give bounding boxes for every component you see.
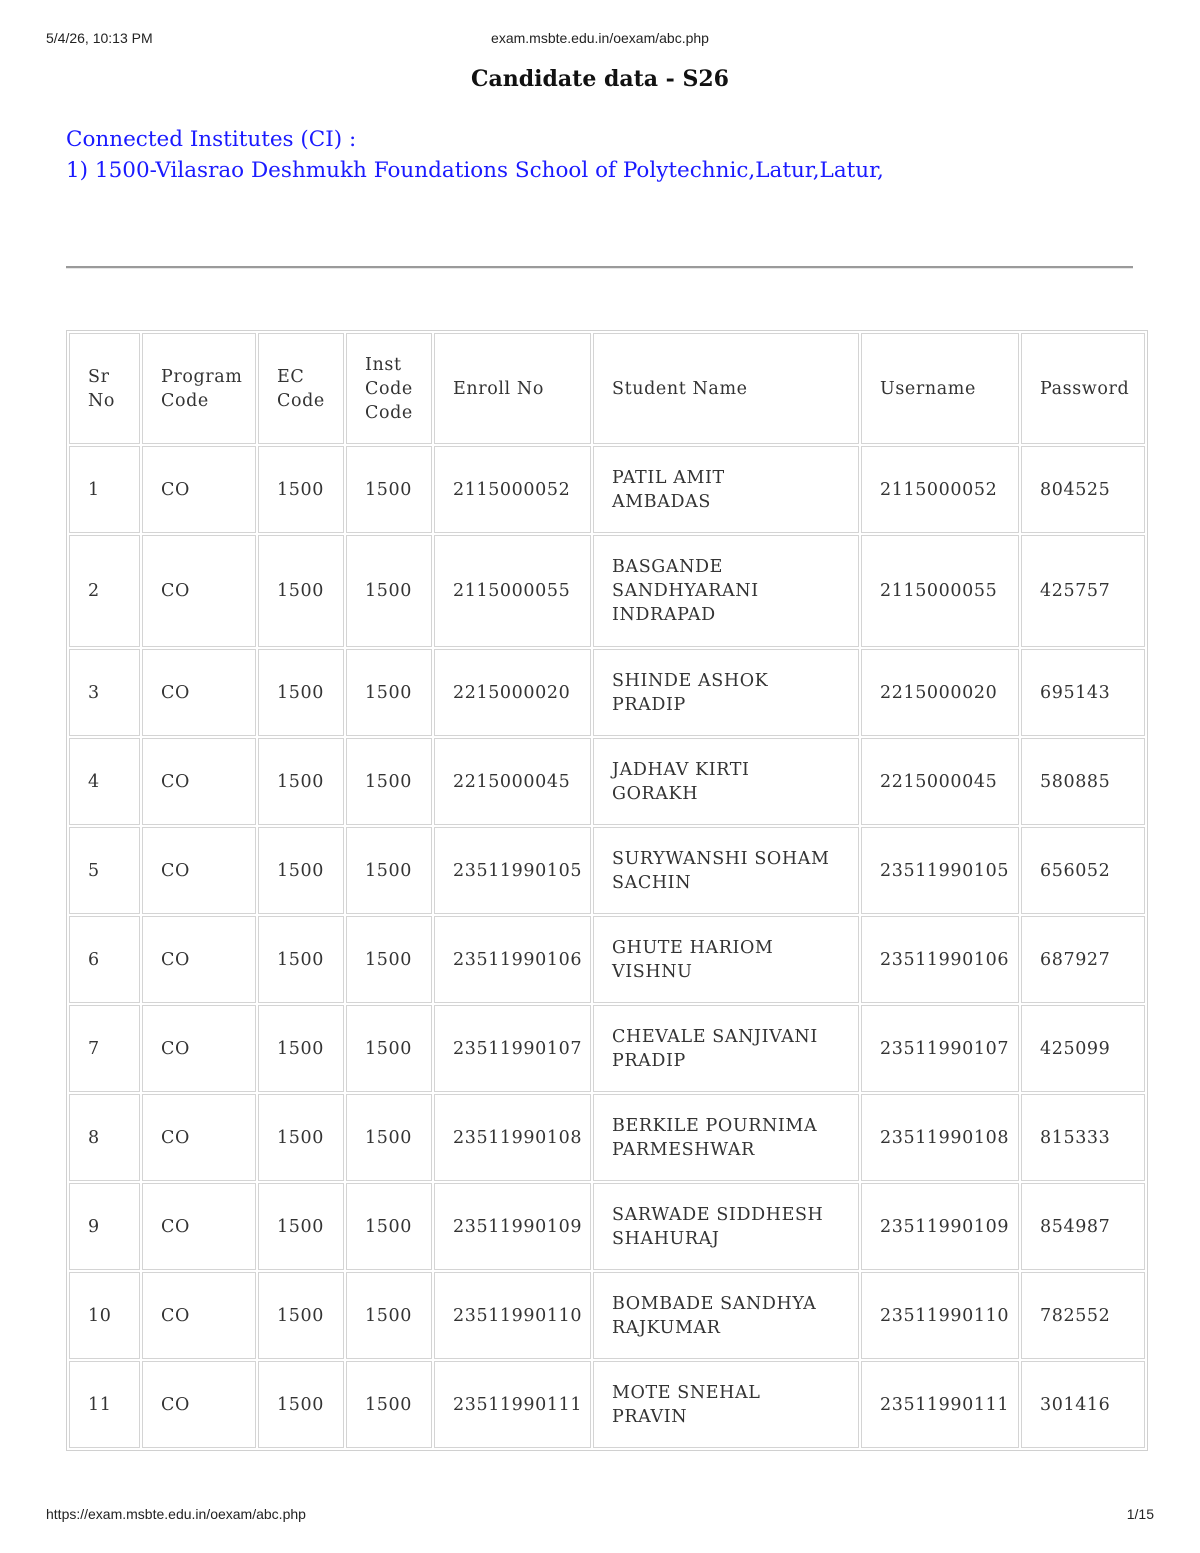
ci-item: 1) 1500-Vilasrao Deshmukh Foundations School of Polytechnic,Latur,Latur, [66, 158, 884, 183]
cell-name [593, 916, 859, 1003]
cell-ec: 1500 [258, 1361, 344, 1448]
cell-sr: 3 [69, 649, 140, 736]
cell-name [593, 1005, 859, 1092]
candidate-table [66, 330, 1148, 1451]
cell-line: SHAHURAJ [612, 1228, 720, 1249]
cell-ec: 1500 [258, 916, 344, 1003]
cell-sr: 8 [69, 1094, 140, 1181]
cell-program: CO [142, 916, 256, 1003]
cell-enroll: 23511990105 [434, 827, 591, 914]
cell-line: SARWADE SIDDHESH [612, 1204, 824, 1225]
cell-line: CHEVALE SANJIVANI [612, 1026, 818, 1047]
table-row [69, 827, 1145, 914]
cell-program: CO [142, 827, 256, 914]
table-row [69, 738, 1145, 825]
cell-sr: 10 [69, 1272, 140, 1359]
cell-line: MOTE SNEHAL [612, 1382, 761, 1403]
cell-line: GHUTE HARIOM [612, 937, 774, 958]
cell-inst: 1500 [346, 1361, 432, 1448]
table-row [69, 1094, 1145, 1181]
cell-inst: 1500 [346, 1094, 432, 1181]
column-header-line: Code [277, 390, 325, 411]
cell-inst: 1500 [346, 446, 432, 533]
horizontal-rule [66, 266, 1133, 269]
table-row [69, 446, 1145, 533]
cell-line: RAJKUMAR [612, 1317, 721, 1338]
cell-password: 425099 [1021, 1005, 1145, 1092]
cell-enroll: 23511990109 [434, 1183, 591, 1270]
cell-inst: 1500 [346, 1183, 432, 1270]
ci-heading: Connected Institutes (CI) : [66, 127, 357, 152]
column-header-line: Code [365, 402, 413, 423]
cell-password: 580885 [1021, 738, 1145, 825]
cell-username: 23511990105 [861, 827, 1019, 914]
cell-enroll: 23511990111 [434, 1361, 591, 1448]
table-header-row [69, 333, 1145, 444]
cell-name [593, 649, 859, 736]
cell-ec: 1500 [258, 535, 344, 647]
column-header-line: Code [161, 390, 209, 411]
cell-username: 2215000020 [861, 649, 1019, 736]
cell-enroll: 2115000055 [434, 535, 591, 647]
cell-program: CO [142, 1094, 256, 1181]
cell-enroll: 2215000020 [434, 649, 591, 736]
cell-line: AMBADAS [612, 491, 711, 512]
cell-password: 656052 [1021, 827, 1145, 914]
cell-name [593, 1183, 859, 1270]
cell-password: 815333 [1021, 1094, 1145, 1181]
cell-line: VISHNU [612, 961, 693, 982]
cell-line: JADHAV KIRTI [612, 759, 750, 780]
cell-line: GORAKH [612, 783, 699, 804]
cell-name [593, 1094, 859, 1181]
cell-inst: 1500 [346, 827, 432, 914]
table-row [69, 649, 1145, 736]
connected-institutes [66, 124, 884, 186]
cell-username: 2115000055 [861, 535, 1019, 647]
column-header-sr-no [69, 333, 140, 444]
cell-program: CO [142, 535, 256, 647]
column-header-line: Inst [365, 354, 402, 375]
print-url: exam.msbte.edu.in/oexam/abc.php [491, 30, 709, 46]
cell-password: 782552 [1021, 1272, 1145, 1359]
cell-enroll: 2115000052 [434, 446, 591, 533]
print-header [0, 30, 1200, 50]
column-header-enroll-no [434, 333, 591, 444]
cell-username: 23511990109 [861, 1183, 1019, 1270]
cell-sr: 7 [69, 1005, 140, 1092]
cell-username: 23511990110 [861, 1272, 1019, 1359]
cell-inst: 1500 [346, 535, 432, 647]
column-header-line: Program [161, 366, 243, 387]
cell-enroll: 2215000045 [434, 738, 591, 825]
print-datetime: 5/4/26, 10:13 PM [46, 30, 153, 46]
cell-line: PRADIP [612, 694, 686, 715]
cell-program: CO [142, 738, 256, 825]
table-row [69, 1272, 1145, 1359]
cell-enroll: 23511990108 [434, 1094, 591, 1181]
cell-line: SHINDE ASHOK [612, 670, 769, 691]
cell-line: PRAVIN [612, 1406, 688, 1427]
cell-line: SACHIN [612, 872, 692, 893]
column-header-line: Username [880, 378, 976, 399]
cell-line: BASGANDE [612, 557, 724, 577]
cell-ec: 1500 [258, 1183, 344, 1270]
cell-username: 23511990107 [861, 1005, 1019, 1092]
cell-sr: 9 [69, 1183, 140, 1270]
column-header-password [1021, 333, 1145, 444]
cell-inst: 1500 [346, 1005, 432, 1092]
column-header-ec-code [258, 333, 344, 444]
cell-name [593, 1272, 859, 1359]
table-row [69, 1183, 1145, 1270]
cell-inst: 1500 [346, 1272, 432, 1359]
cell-line: PATIL AMIT [612, 467, 725, 488]
column-header-line: Code [365, 378, 413, 399]
cell-enroll: 23511990110 [434, 1272, 591, 1359]
column-header-student-name [593, 333, 859, 444]
cell-program: CO [142, 649, 256, 736]
print-footer [0, 1506, 1200, 1526]
footer-url: https://exam.msbte.edu.in/oexam/abc.php [46, 1506, 306, 1522]
cell-program: CO [142, 1361, 256, 1448]
cell-inst: 1500 [346, 649, 432, 736]
cell-ec: 1500 [258, 446, 344, 533]
cell-sr: 4 [69, 738, 140, 825]
cell-line: BOMBADE SANDHYA [612, 1293, 817, 1314]
cell-username: 23511990106 [861, 916, 1019, 1003]
cell-name [593, 535, 859, 647]
cell-ec: 1500 [258, 1094, 344, 1181]
cell-ec: 1500 [258, 649, 344, 736]
cell-ec: 1500 [258, 827, 344, 914]
cell-ec: 1500 [258, 1005, 344, 1092]
column-header-line: Enroll No [453, 378, 544, 399]
cell-username: 23511990108 [861, 1094, 1019, 1181]
cell-name [593, 738, 859, 825]
cell-sr: 5 [69, 827, 140, 914]
cell-enroll: 23511990107 [434, 1005, 591, 1092]
table-row [69, 1361, 1145, 1448]
cell-username: 23511990111 [861, 1361, 1019, 1448]
cell-line: PRADIP [612, 1050, 686, 1071]
cell-password: 854987 [1021, 1183, 1145, 1270]
cell-ec: 1500 [258, 1272, 344, 1359]
table-row [69, 1005, 1145, 1092]
cell-name [593, 446, 859, 533]
cell-password: 425757 [1021, 535, 1145, 647]
table-row [69, 535, 1145, 647]
cell-username: 2115000052 [861, 446, 1019, 533]
cell-sr: 2 [69, 535, 140, 647]
column-header-inst-code [346, 333, 432, 444]
cell-sr: 1 [69, 446, 140, 533]
column-header-line: EC [277, 366, 305, 387]
cell-enroll: 23511990106 [434, 916, 591, 1003]
cell-line: SANDHYARANI [612, 581, 759, 601]
column-header-line: No [88, 390, 116, 411]
cell-program: CO [142, 446, 256, 533]
cell-username: 2215000045 [861, 738, 1019, 825]
table-row [69, 916, 1145, 1003]
cell-password: 695143 [1021, 649, 1145, 736]
cell-sr: 6 [69, 916, 140, 1003]
cell-password: 301416 [1021, 1361, 1145, 1448]
cell-program: CO [142, 1183, 256, 1270]
column-header-username [861, 333, 1019, 444]
column-header-line: Sr [88, 366, 110, 387]
cell-line: INDRAPAD [612, 605, 716, 625]
cell-name [593, 827, 859, 914]
cell-sr: 11 [69, 1361, 140, 1448]
cell-name [593, 1361, 859, 1448]
column-header-line: Password [1040, 378, 1130, 399]
cell-line: SURYWANSHI SOHAM [612, 848, 830, 869]
cell-password: 687927 [1021, 916, 1145, 1003]
cell-inst: 1500 [346, 916, 432, 1003]
cell-program: CO [142, 1272, 256, 1359]
cell-ec: 1500 [258, 738, 344, 825]
column-header-program-code [142, 333, 256, 444]
column-header-line: Student Name [612, 378, 748, 399]
cell-program: CO [142, 1005, 256, 1092]
cell-password: 804525 [1021, 446, 1145, 533]
cell-line: PARMESHWAR [612, 1139, 755, 1160]
table-body [69, 446, 1145, 1448]
cell-line: BERKILE POURNIMA [612, 1115, 818, 1136]
page-title: Candidate data - S26 [471, 66, 729, 92]
cell-inst: 1500 [346, 738, 432, 825]
page-number: 1/15 [1126, 1506, 1154, 1522]
